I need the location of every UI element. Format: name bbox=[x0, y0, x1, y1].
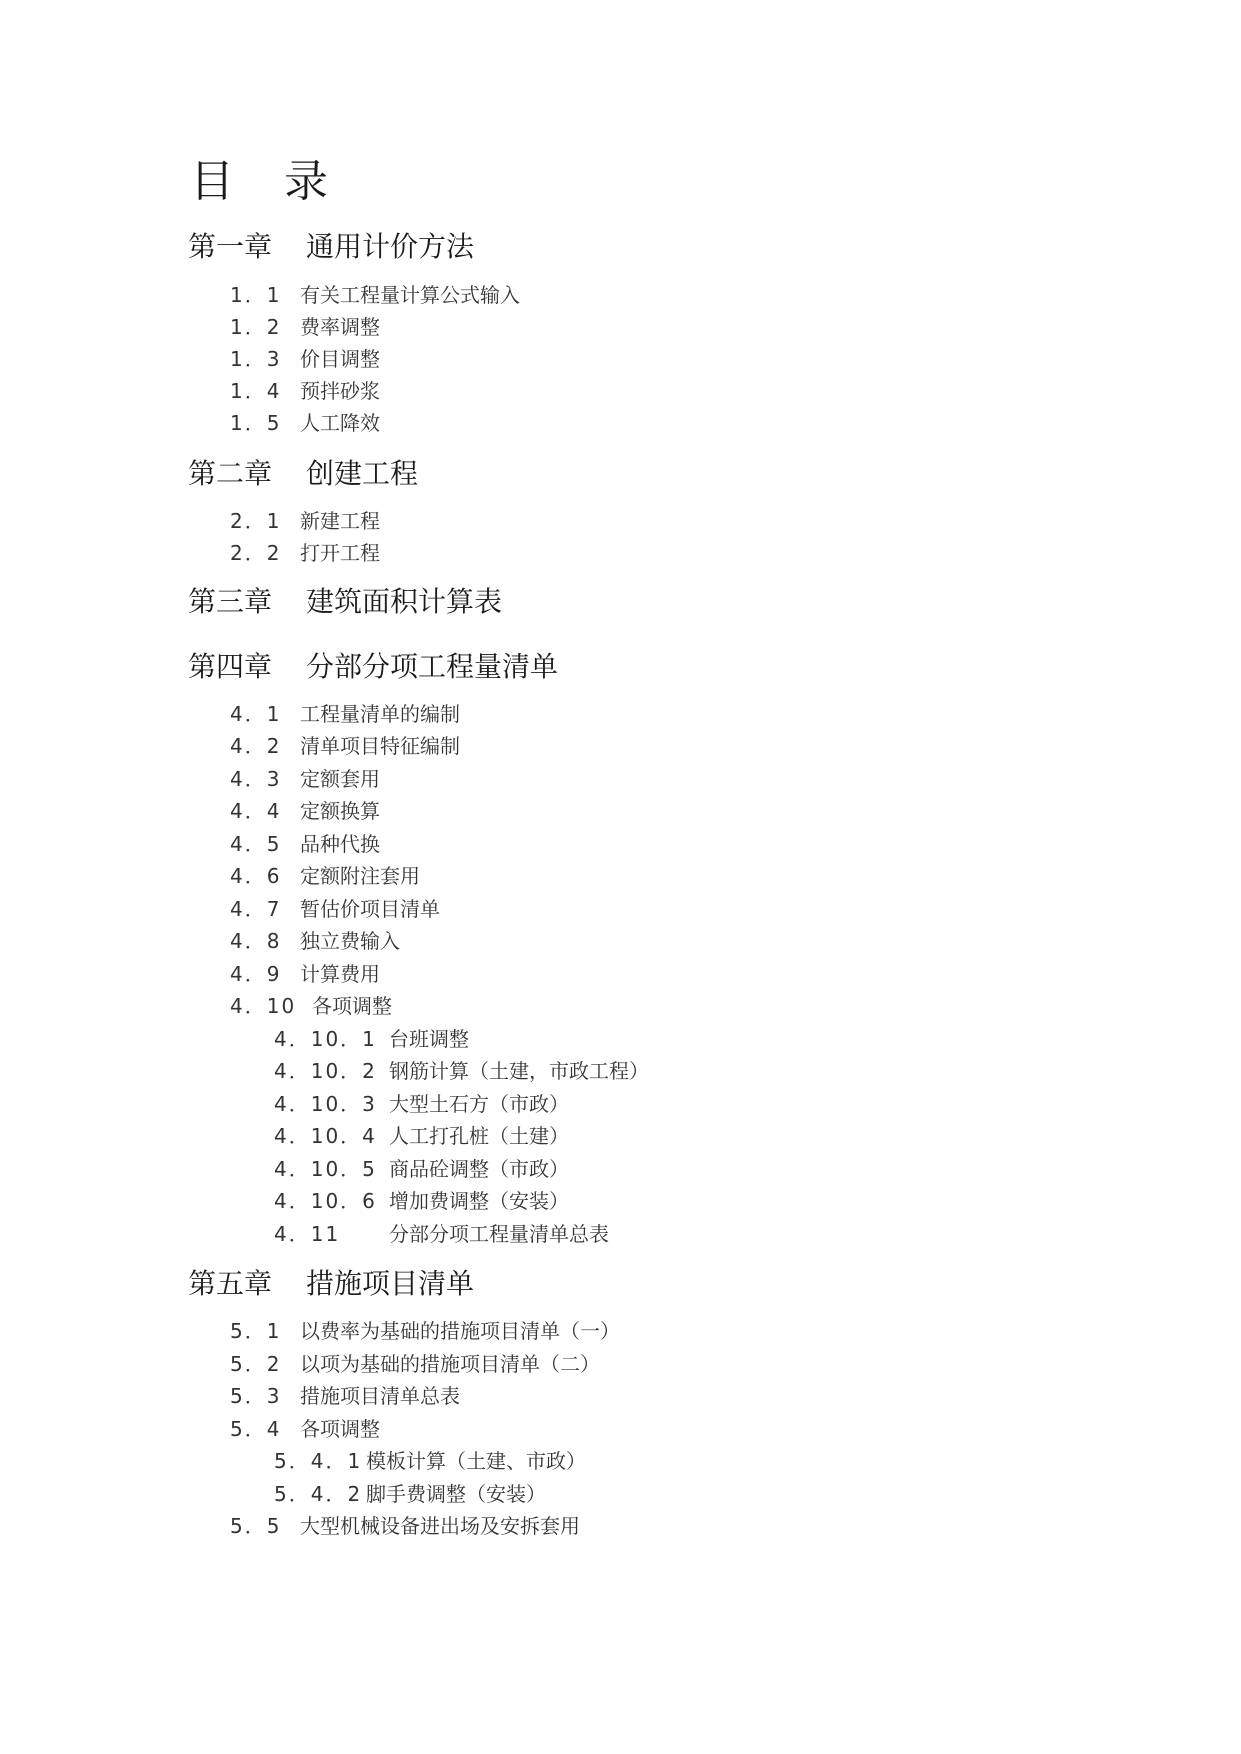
entry-label: 分部分项工程量清单总表 bbox=[389, 1222, 609, 1246]
entry-number: 4．10．3 bbox=[274, 1092, 377, 1116]
toc-entry-5-2 bbox=[230, 1350, 600, 1378]
toc-entry-4-10-1 bbox=[274, 1025, 469, 1053]
toc-entry-4-10-4 bbox=[274, 1122, 569, 1150]
entry-number: 4．10．6 bbox=[274, 1189, 377, 1213]
entry-label: 大型机械设备进出场及安拆套用 bbox=[300, 1514, 580, 1538]
toc-entry-4-2 bbox=[230, 732, 460, 760]
entry-number: 5．4．1 bbox=[274, 1449, 363, 1473]
entry-label: 脚手费调整（安装） bbox=[366, 1482, 546, 1506]
toc-entry-1-5 bbox=[230, 409, 380, 437]
entry-number: 4．1 bbox=[230, 702, 282, 726]
chapter-number: 第二章 bbox=[188, 457, 273, 490]
entry-label: 定额套用 bbox=[300, 767, 380, 791]
entry-number: 4．10．5 bbox=[274, 1157, 377, 1181]
chapter-heading-5 bbox=[188, 1264, 474, 1304]
chapter-number: 第五章 bbox=[188, 1267, 273, 1300]
entry-number: 4．10．4 bbox=[274, 1124, 377, 1148]
entry-number: 4．3 bbox=[230, 767, 282, 791]
toc-entry-5-3 bbox=[230, 1382, 460, 1410]
entry-label: 暂估价项目清单 bbox=[300, 897, 440, 921]
entry-label: 人工降效 bbox=[300, 411, 380, 435]
entry-label: 预拌砂浆 bbox=[300, 379, 380, 403]
chapter-number: 第四章 bbox=[188, 650, 273, 683]
toc-entry-1-1 bbox=[230, 281, 520, 309]
chapter-number: 第一章 bbox=[188, 230, 273, 263]
toc-entry-4-11 bbox=[274, 1220, 609, 1248]
entry-number: 4．5 bbox=[230, 832, 282, 856]
entry-label: 工程量清单的编制 bbox=[300, 702, 460, 726]
entry-label: 独立费输入 bbox=[300, 929, 400, 953]
entry-label: 商品砼调整（市政） bbox=[389, 1157, 569, 1181]
chapter-title: 通用计价方法 bbox=[306, 230, 475, 263]
toc-entry-1-4 bbox=[230, 377, 380, 405]
toc-title: 目 录 bbox=[190, 156, 346, 207]
toc-entry-1-2 bbox=[230, 313, 380, 341]
chapter-number: 第三章 bbox=[188, 585, 273, 618]
entry-number: 4．10．1 bbox=[274, 1027, 377, 1051]
toc-entry-4-6 bbox=[230, 862, 420, 890]
toc-entry-4-5 bbox=[230, 830, 380, 858]
entry-label: 措施项目清单总表 bbox=[300, 1384, 460, 1408]
toc-entry-4-10-2 bbox=[274, 1057, 649, 1085]
toc-entry-2-1 bbox=[230, 507, 380, 535]
chapter-heading-3 bbox=[188, 582, 502, 622]
entry-number: 4．2 bbox=[230, 734, 282, 758]
chapter-heading-1 bbox=[188, 227, 474, 267]
entry-number: 4．10．2 bbox=[274, 1059, 377, 1083]
entry-label: 台班调整 bbox=[389, 1027, 469, 1051]
toc-entry-1-3 bbox=[230, 345, 380, 373]
toc-entry-2-2 bbox=[230, 539, 380, 567]
entry-number: 4．6 bbox=[230, 864, 282, 888]
chapter-title: 建筑面积计算表 bbox=[306, 585, 503, 618]
entry-number: 5．4 bbox=[230, 1417, 282, 1441]
entry-label: 定额附注套用 bbox=[300, 864, 420, 888]
entry-number: 2．2 bbox=[230, 541, 282, 565]
entry-label: 有关工程量计算公式输入 bbox=[300, 283, 520, 307]
chapter-title: 创建工程 bbox=[306, 457, 419, 490]
toc-entry-4-1 bbox=[230, 700, 460, 728]
entry-number: 2．1 bbox=[230, 509, 282, 533]
entry-number: 4．11 bbox=[274, 1222, 341, 1246]
toc-entry-4-9 bbox=[230, 960, 380, 988]
chapter-heading-4 bbox=[188, 647, 558, 687]
entry-number: 4．4 bbox=[230, 799, 282, 823]
entry-label: 各项调整 bbox=[312, 994, 392, 1018]
entry-label: 模板计算（土建、市政） bbox=[366, 1449, 586, 1473]
entry-label: 新建工程 bbox=[300, 509, 380, 533]
toc-entry-4-10 bbox=[230, 992, 392, 1020]
entry-label: 清单项目特征编制 bbox=[300, 734, 460, 758]
toc-entry-5-5 bbox=[230, 1512, 580, 1540]
entry-label: 以项为基础的措施项目清单（二） bbox=[300, 1352, 600, 1376]
entry-label: 增加费调整（安装） bbox=[389, 1189, 569, 1213]
entry-label: 计算费用 bbox=[300, 962, 380, 986]
entry-label: 以费率为基础的措施项目清单（一） bbox=[300, 1319, 620, 1343]
entry-label: 品种代换 bbox=[300, 832, 380, 856]
entry-number: 1．3 bbox=[230, 347, 282, 371]
entry-number: 1．1 bbox=[230, 283, 282, 307]
toc-entry-4-4 bbox=[230, 797, 380, 825]
entry-label: 费率调整 bbox=[300, 315, 380, 339]
entry-number: 5．3 bbox=[230, 1384, 282, 1408]
toc-entry-4-10-5 bbox=[274, 1155, 569, 1183]
entry-label: 大型土石方（市政） bbox=[389, 1092, 569, 1116]
entry-number: 1．5 bbox=[230, 411, 282, 435]
entry-label: 打开工程 bbox=[300, 541, 380, 565]
chapter-heading-2 bbox=[188, 454, 418, 494]
entry-label: 定额换算 bbox=[300, 799, 380, 823]
toc-entry-5-4-2 bbox=[274, 1480, 546, 1508]
chapter-title: 分部分项工程量清单 bbox=[306, 650, 559, 683]
entry-number: 4．7 bbox=[230, 897, 282, 921]
chapter-title: 措施项目清单 bbox=[306, 1267, 475, 1300]
entry-label: 人工打孔桩（土建） bbox=[389, 1124, 569, 1148]
entry-label: 各项调整 bbox=[300, 1417, 380, 1441]
entry-number: 5．4．2 bbox=[274, 1482, 363, 1506]
toc-entry-5-4-1 bbox=[274, 1447, 586, 1475]
entry-number: 5．5 bbox=[230, 1514, 282, 1538]
entry-number: 4．8 bbox=[230, 929, 282, 953]
entry-number: 1．4 bbox=[230, 379, 282, 403]
entry-label: 钢筋计算（土建，市政工程） bbox=[389, 1059, 649, 1083]
toc-entry-5-4 bbox=[230, 1415, 380, 1443]
entry-number: 5．1 bbox=[230, 1319, 282, 1343]
toc-entry-4-10-3 bbox=[274, 1090, 569, 1118]
entry-number: 4．9 bbox=[230, 962, 282, 986]
entry-label: 价目调整 bbox=[300, 347, 380, 371]
toc-entry-4-7 bbox=[230, 895, 440, 923]
toc-entry-4-10-6 bbox=[274, 1187, 569, 1215]
toc-entry-4-8 bbox=[230, 927, 400, 955]
toc-entry-5-1 bbox=[230, 1317, 620, 1345]
entry-number: 4．10 bbox=[230, 994, 297, 1018]
entry-number: 5．2 bbox=[230, 1352, 282, 1376]
toc-entry-4-3 bbox=[230, 765, 380, 793]
entry-number: 1．2 bbox=[230, 315, 282, 339]
